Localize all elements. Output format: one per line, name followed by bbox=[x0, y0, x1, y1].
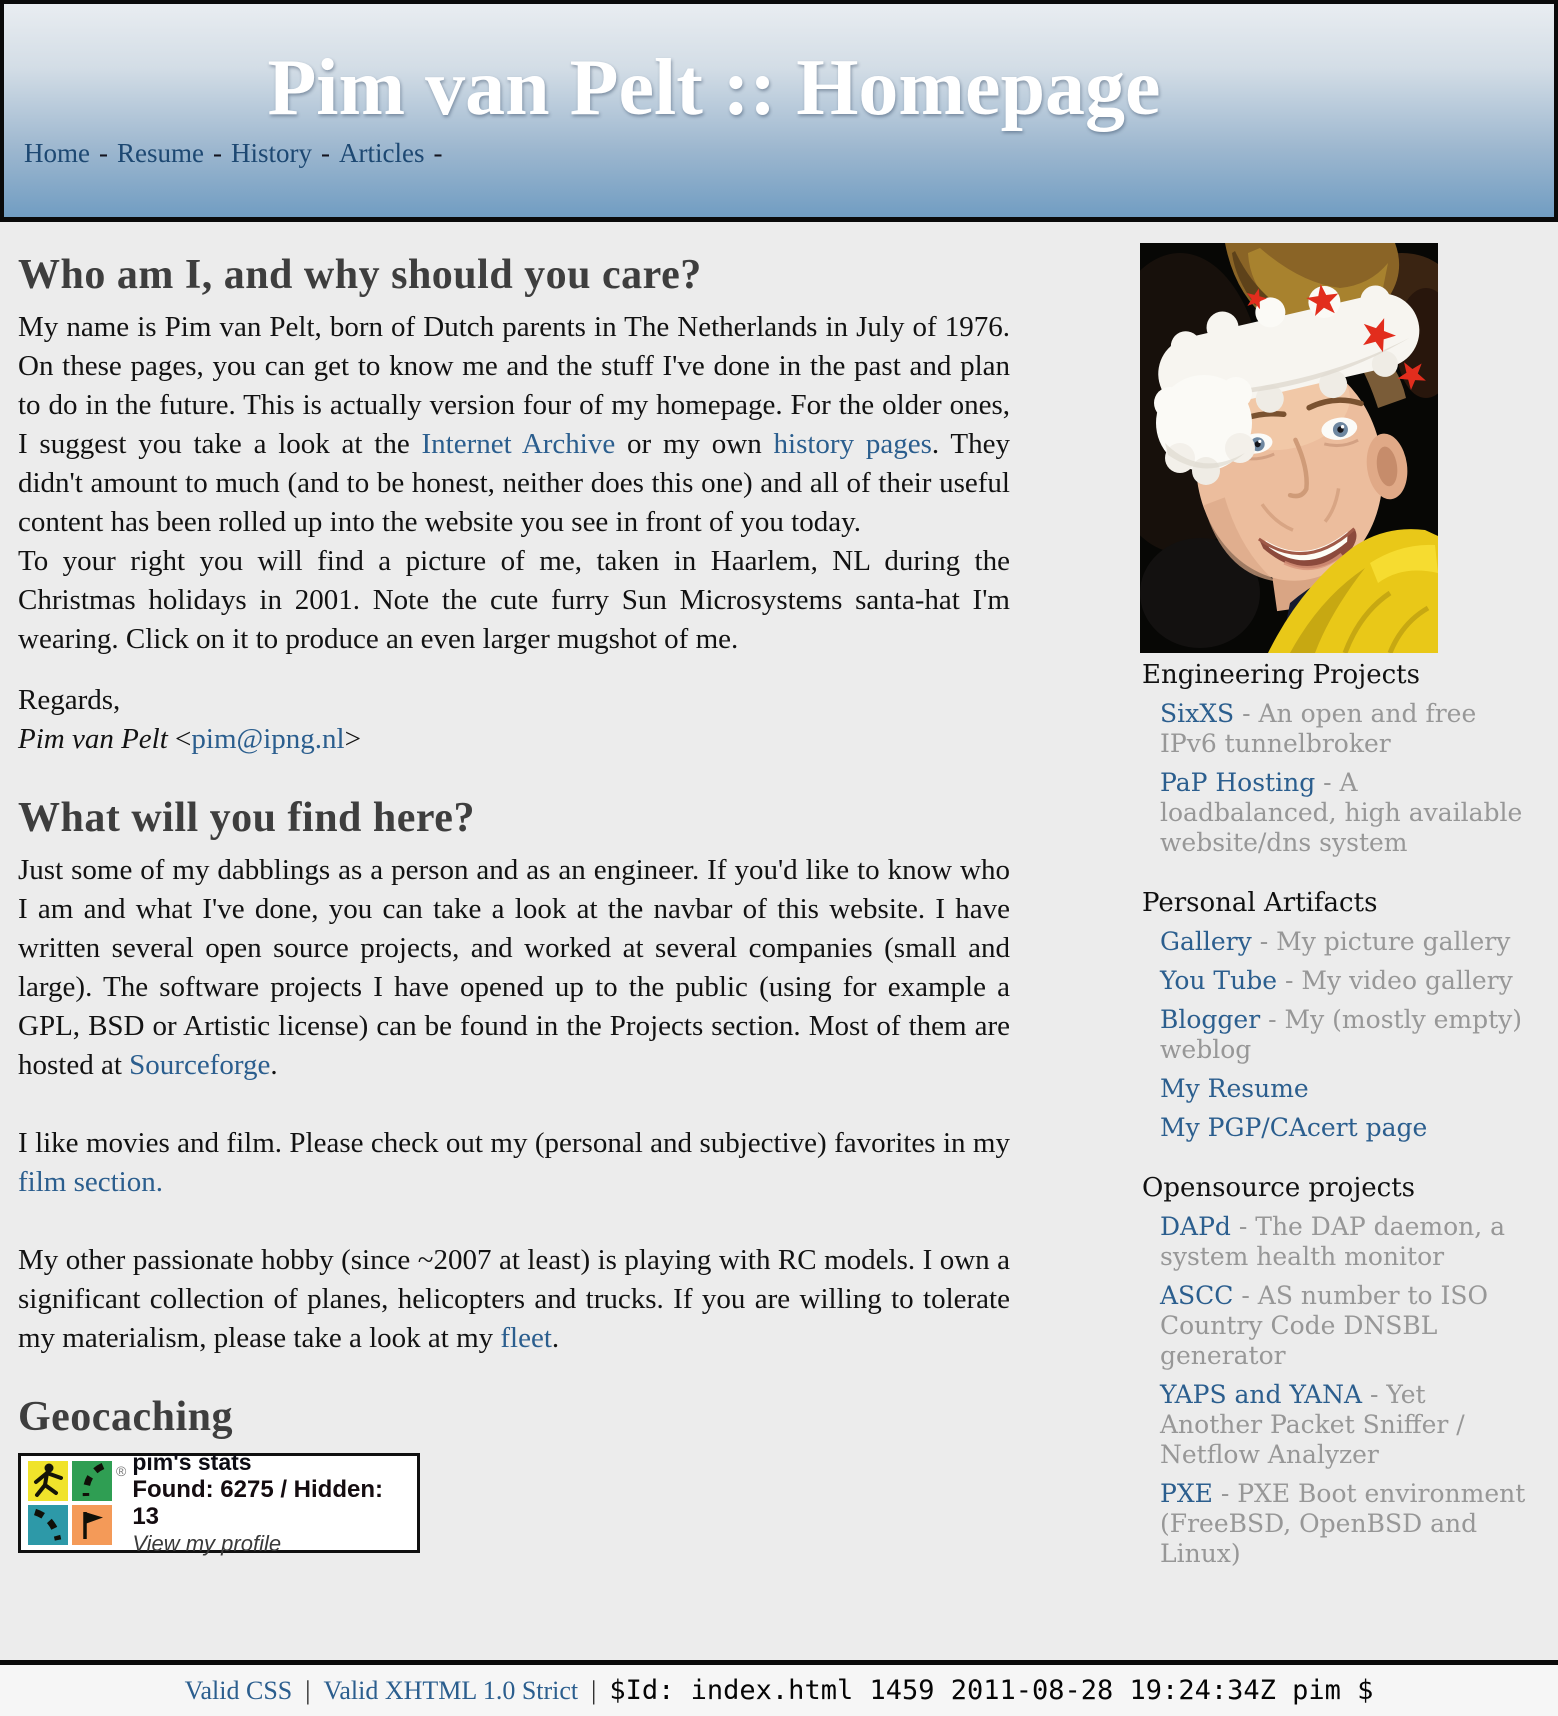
list-item bbox=[1160, 1005, 1532, 1065]
nav-link-resume[interactable]: Resume bbox=[116, 138, 204, 168]
portrait-photo[interactable] bbox=[1140, 243, 1438, 653]
list-item bbox=[1160, 1074, 1532, 1104]
sidebar bbox=[1140, 222, 1532, 1578]
item-description: - My video gallery bbox=[1277, 966, 1513, 995]
item-description: - An open and free IPv6 tunnelbroker bbox=[1160, 699, 1477, 758]
paragraph-rc-models bbox=[18, 1241, 1010, 1358]
sidebar-heading-opensource: Opensource projects bbox=[1142, 1173, 1415, 1203]
list-item bbox=[1160, 966, 1532, 996]
view-profile-link[interactable]: View my profile bbox=[132, 1530, 282, 1556]
list-item bbox=[1160, 768, 1532, 858]
paragraph-picture: To your right you will find a picture of me, taken in Haarlem, NL during the Christmas holidays in 2001. Note the cute furry Sun Microsystems santa-hat I'm wearing. Click on it to produce an even larger mugshot of me. bbox=[18, 545, 1010, 656]
site-footer bbox=[0, 1660, 1558, 1716]
site-header bbox=[0, 0, 1558, 222]
pxe-link[interactable]: PXE bbox=[1160, 1479, 1213, 1508]
sidebar-heading-personal: Personal Artifacts bbox=[1142, 888, 1378, 918]
personal-artifacts-list bbox=[1140, 927, 1532, 1143]
rc-text: My other passionate hobby (since ~2007 at least) is playing with RC models. I own a significant collection of planes, helicopters and trucks. If you are willing to tolerate my materialism, please take a look at my bbox=[18, 1244, 1010, 1355]
sourceforge-link[interactable]: Sourceforge bbox=[129, 1049, 271, 1082]
paragraph-intro bbox=[18, 308, 1010, 542]
heading-what-will-you-find: What will you find here? bbox=[18, 795, 475, 842]
dabblings-text: Just some of my dabblings as a person and as an engineer. If you'd like to know who I am and what I've done, you can take a look at the navbar of this website. I have written several open source projects, and worked at several companies (small and large). The software projects I have opened up to the public (using for example a GPL, BSD or Artistic license) can be found in the Projects section. Most of them are hosted at bbox=[18, 854, 1010, 1082]
registered-mark: ® bbox=[116, 1462, 127, 1479]
history-pages-link[interactable]: history pages bbox=[773, 428, 932, 461]
item-description: - The DAP daemon, a system health monitor bbox=[1160, 1212, 1506, 1271]
geocaching-stats-badge[interactable] bbox=[18, 1449, 420, 1556]
paragraph-movies bbox=[18, 1124, 1010, 1202]
sidebar-heading-engineering: Engineering Projects bbox=[1142, 660, 1420, 690]
list-item bbox=[1160, 1479, 1532, 1569]
nav-separator: - bbox=[433, 138, 443, 168]
intro-text: My name is Pim van Pelt, born of Dutch parents in The Netherlands in July of 1976. On these pages, you can get to know me and the stuff I've done in the past and plan to do in the future. This is actually version four of my homepage. For the older ones, I suggest you take a look at the bbox=[18, 311, 1010, 461]
signature-line bbox=[18, 720, 1010, 759]
geo-found-hidden-count: Found: 6275 / Hidden: 13 bbox=[132, 1475, 384, 1531]
resume-link[interactable]: My Resume bbox=[1160, 1074, 1309, 1103]
list-item bbox=[1160, 927, 1532, 957]
item-description: - AS number to ISO Country Code DNSBL generator bbox=[1160, 1281, 1489, 1370]
item-description: - A loadbalanced, high available website/dns system bbox=[1160, 768, 1523, 857]
cvs-id-string: $Id: index.html 1459 2011-08-28 19:24:34Z pim $ bbox=[609, 1675, 1374, 1706]
list-item bbox=[1160, 1212, 1532, 1272]
santa-hat-portrait-image bbox=[1140, 243, 1438, 653]
main-column bbox=[18, 222, 1010, 1556]
internet-archive-link[interactable]: Internet Archive bbox=[421, 428, 616, 461]
fleet-link[interactable]: fleet bbox=[500, 1322, 552, 1355]
rc-text: . bbox=[551, 1322, 560, 1355]
blogger-link[interactable]: Blogger bbox=[1160, 1005, 1261, 1034]
heading-geocaching: Geocaching bbox=[18, 1394, 233, 1441]
list-item bbox=[1160, 1281, 1532, 1371]
item-description: - Yet Another Packet Sniffer / Netflow Analyzer bbox=[1160, 1380, 1465, 1469]
paragraph-dabblings bbox=[18, 851, 1010, 1085]
movies-text: I like movies and film. Please check out my (personal and subjective) favorites in my bbox=[18, 1127, 1010, 1160]
youtube-link[interactable]: You Tube bbox=[1160, 966, 1278, 995]
item-description: - My (mostly empty) weblog bbox=[1160, 1005, 1523, 1064]
dabblings-text: . bbox=[270, 1049, 278, 1082]
list-item bbox=[1160, 699, 1532, 759]
film-section-link[interactable]: film section. bbox=[18, 1166, 163, 1199]
intro-text: . They didn't amount to much (and to be honest, neither does this one) and all of their useful content has been rolled up into the website you see in front of you today. bbox=[18, 428, 1010, 539]
content-area bbox=[0, 222, 1558, 1660]
valid-css-link[interactable]: Valid CSS bbox=[184, 1675, 293, 1705]
geocaching-stats-text bbox=[132, 1449, 409, 1556]
nav-separator: - bbox=[320, 138, 330, 168]
nav-link-home[interactable]: Home bbox=[24, 138, 90, 168]
email-link[interactable]: pim@ipng.nl bbox=[191, 723, 345, 756]
nav-link-articles[interactable]: Articles bbox=[338, 138, 425, 168]
page-title: Pim van Pelt :: Homepage bbox=[267, 44, 1161, 132]
dapd-link[interactable]: DAPd bbox=[1160, 1212, 1231, 1241]
engineering-projects-list bbox=[1140, 699, 1532, 858]
regards-line: Regards, bbox=[18, 684, 121, 717]
flag-icon bbox=[72, 1505, 112, 1545]
trail-icon-green bbox=[72, 1461, 112, 1501]
nav-link-history[interactable]: History bbox=[230, 138, 312, 168]
nav-separator: - bbox=[212, 138, 222, 168]
trail-icon-teal bbox=[28, 1505, 68, 1545]
list-item bbox=[1160, 1380, 1532, 1470]
pgp-cacert-link[interactable]: My PGP/CAcert page bbox=[1160, 1113, 1428, 1142]
ascc-link[interactable]: ASCC bbox=[1160, 1281, 1234, 1310]
item-description: - PXE Boot environment (FreeBSD, OpenBSD and Linux) bbox=[1160, 1479, 1526, 1568]
geocaching-figure-icon bbox=[28, 1461, 68, 1501]
geocaching-logo-icon bbox=[28, 1461, 112, 1545]
heading-who-am-i: Who am I, and why should you care? bbox=[18, 252, 702, 298]
gallery-link[interactable]: Gallery bbox=[1160, 927, 1252, 956]
footer-separator: | bbox=[305, 1675, 311, 1705]
signature-bracket: > bbox=[344, 723, 361, 756]
signature-bracket: < bbox=[167, 723, 192, 756]
yaps-yana-link[interactable]: YAPS and YANA bbox=[1160, 1380, 1363, 1409]
intro-text: or my own bbox=[615, 428, 774, 461]
signature-name: Pim van Pelt bbox=[18, 723, 168, 756]
valid-xhtml-link[interactable]: Valid XHTML 1.0 Strict bbox=[323, 1675, 579, 1705]
main-nav bbox=[4, 128, 1554, 169]
geo-stats-title: pim's stats bbox=[132, 1449, 252, 1476]
footer-separator: | bbox=[591, 1675, 597, 1705]
opensource-projects-list bbox=[1140, 1212, 1532, 1569]
sixxs-link[interactable]: SixXS bbox=[1160, 699, 1235, 728]
pap-hosting-link[interactable]: PaP Hosting bbox=[1160, 768, 1316, 797]
nav-separator: - bbox=[98, 138, 108, 168]
item-description: - My picture gallery bbox=[1251, 927, 1511, 956]
list-item bbox=[1160, 1113, 1532, 1143]
